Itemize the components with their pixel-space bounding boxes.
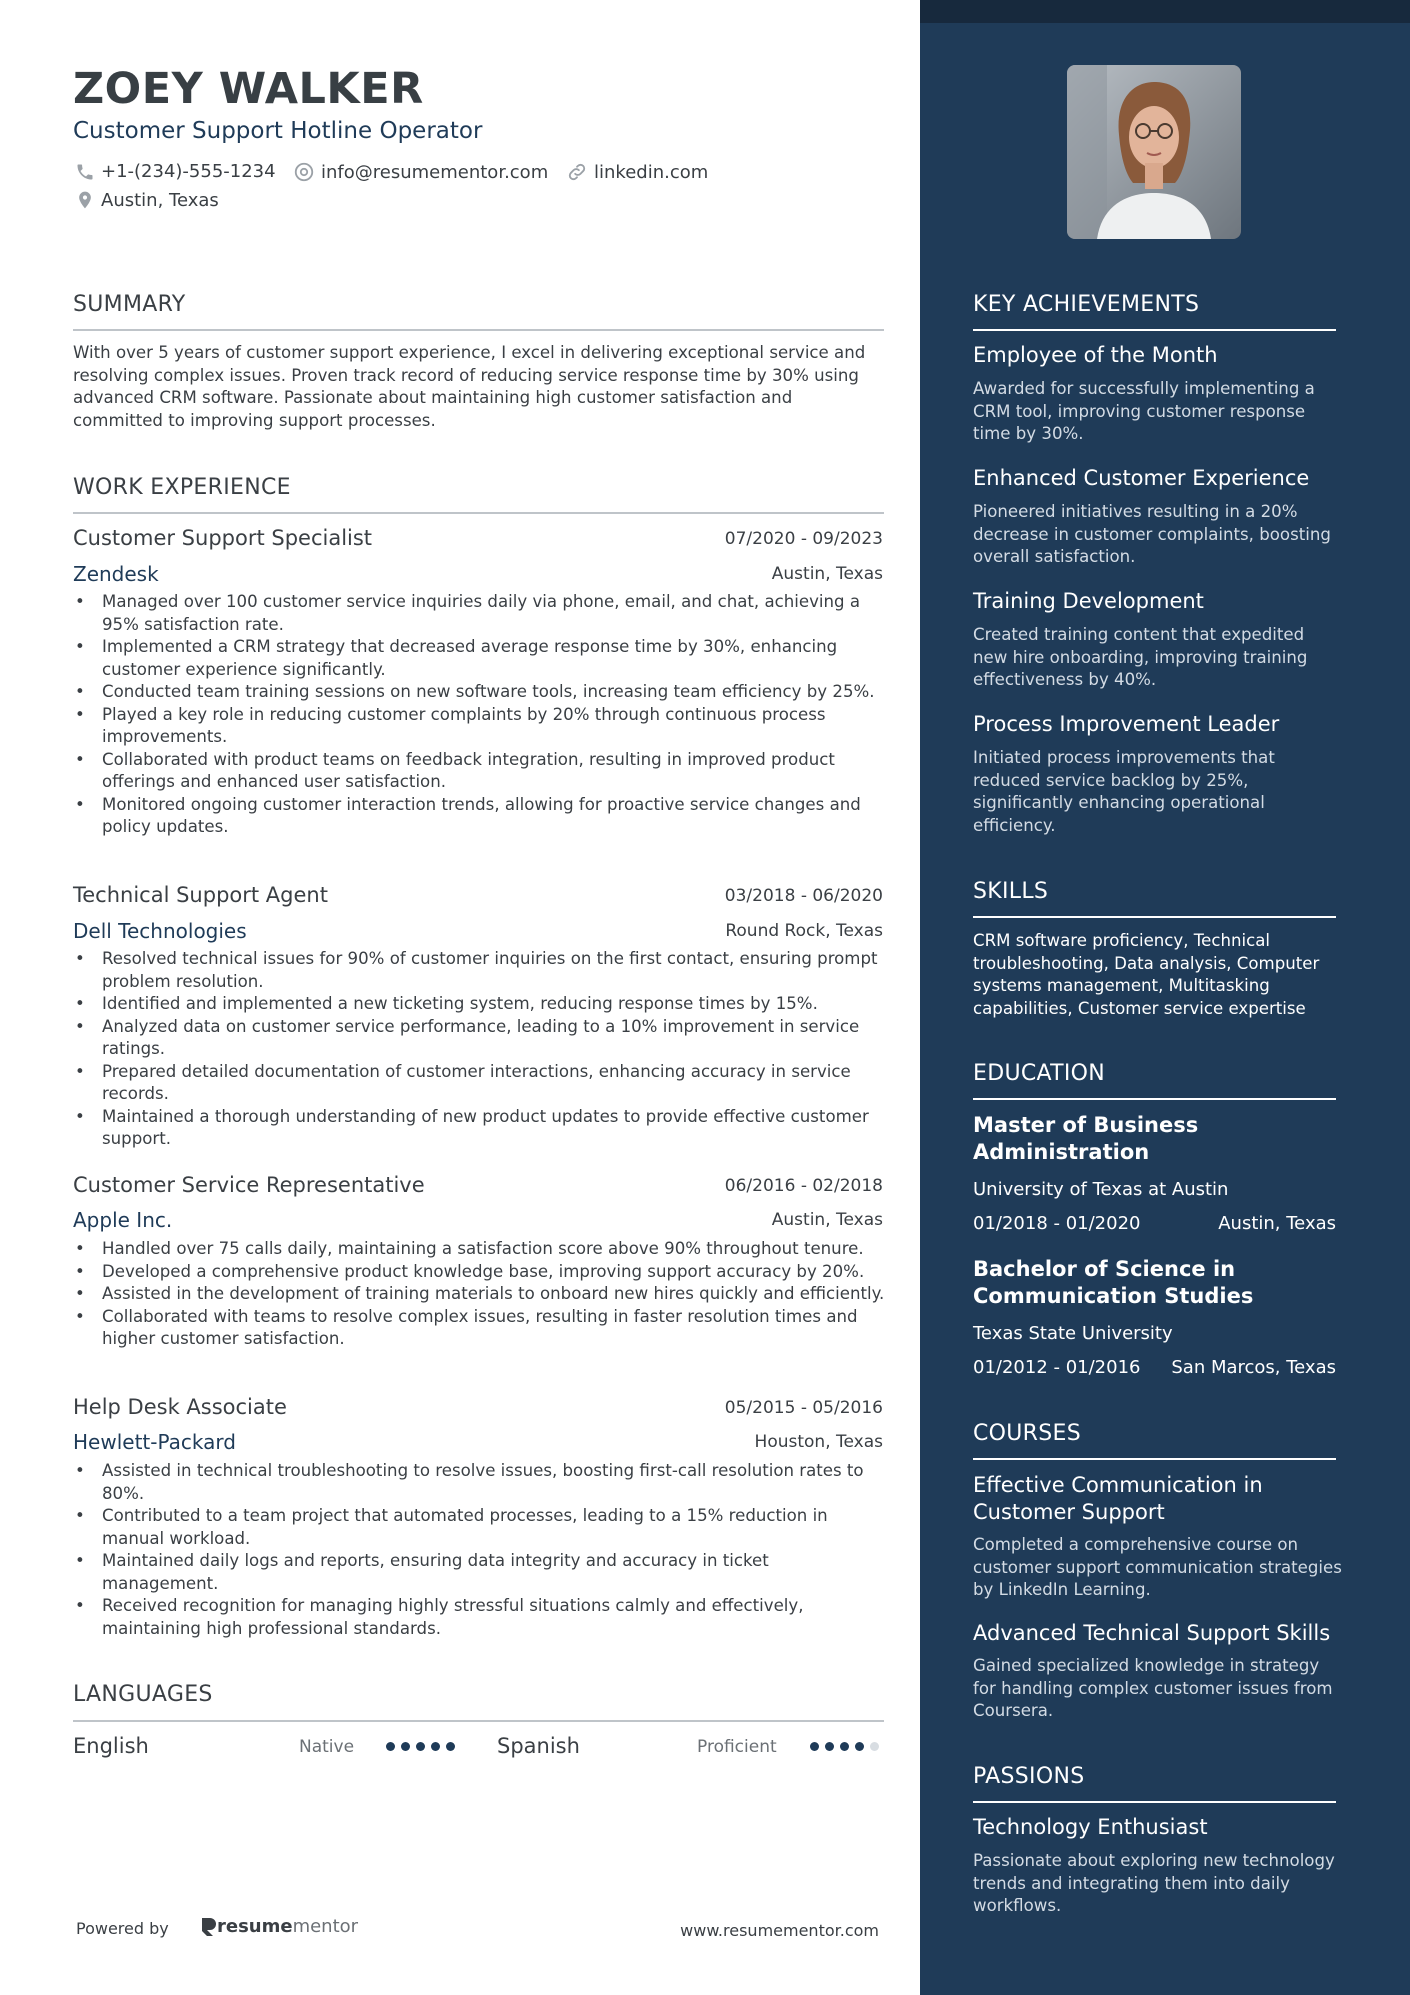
phone-icon — [75, 162, 95, 182]
achievement-title: Training Development — [973, 589, 1204, 613]
job-bullet: • Developed a comprehensive product knowledge base, improving support accuracy by 20%. — [73, 1261, 888, 1284]
courses-heading: COURSES — [973, 1421, 1081, 1446]
rating-dot-filled — [810, 1742, 819, 1751]
resumementor-logo[interactable] — [199, 1916, 358, 1937]
job-title: Technical Support Agent — [73, 883, 328, 907]
job-location: Austin, Texas — [771, 564, 883, 584]
achievements-divider — [973, 329, 1336, 331]
language-name: English — [73, 1734, 149, 1758]
job-bullet: • Analyzed data on customer service performance, leading to a 10% improvement in service ratings. — [73, 1016, 888, 1061]
job-dates: 03/2018 - 06/2020 — [724, 886, 883, 906]
education-degree: Master of Business Administration — [973, 1113, 1199, 1164]
logo-light-text: mentor — [292, 1916, 359, 1937]
language-level: Proficient — [697, 1737, 777, 1757]
rating-dot-filled — [446, 1742, 455, 1751]
achievement-text: Pioneered initiatives resulting in a 20% decrease in customer complaints, boosting overall satisfaction. — [973, 502, 1331, 566]
job-bullet: • Assisted in the development of training materials to onboard new hires quickly and efficiently. — [73, 1283, 888, 1306]
passion-text: Passionate about exploring new technology trends and integrating them into daily workflows. — [973, 1851, 1335, 1915]
job-dates: 07/2020 - 09/2023 — [724, 529, 883, 549]
job-bullet: • Assisted in technical troubleshooting to resolve issues, boosting first-call resolution rates to 80%. — [73, 1460, 888, 1505]
languages-heading: LANGUAGES — [73, 1682, 213, 1707]
job-location: Houston, Texas — [754, 1432, 883, 1452]
job-company: Hewlett-Packard — [73, 1430, 236, 1454]
job-bullet: • Contributed to a team project that automated processes, leading to a 15% reduction in manual workload. — [73, 1505, 888, 1550]
language-rating — [386, 1742, 455, 1751]
achievement-title: Employee of the Month — [973, 343, 1218, 367]
language-level: Native — [299, 1737, 355, 1757]
achievement-title: Process Improvement Leader — [973, 712, 1280, 736]
education-degree: Bachelor of Science in Communication Studies — [973, 1257, 1254, 1308]
contact-linkedin[interactable] — [566, 161, 708, 183]
experience-divider — [73, 512, 884, 514]
skills-text: CRM software proficiency, Technical troubleshooting, Data analysis, Computer systems management, Multitasking capabilities, Customer service expertise — [973, 931, 1320, 1018]
course-text: Completed a comprehensive course on customer support communication strategies by LinkedIn Learning. — [973, 1535, 1342, 1599]
rating-dot-filled — [855, 1742, 864, 1751]
education-heading: EDUCATION — [973, 1061, 1106, 1086]
achievement-text: Awarded for successfully implementing a CRM tool, improving customer response time by 30%. — [973, 379, 1315, 443]
rating-dot-filled — [386, 1742, 395, 1751]
job-location: Round Rock, Texas — [725, 921, 883, 941]
job-bullet: • Conducted team training sessions on new software tools, increasing team efficiency by 25%. — [73, 681, 888, 704]
resumementor-logo-icon — [199, 1917, 217, 1937]
job-dates: 05/2015 - 05/2016 — [724, 1398, 883, 1418]
course-title: Effective Communication in Customer Support — [973, 1473, 1263, 1524]
education-school: Texas State University — [973, 1323, 1173, 1344]
job-company: Apple Inc. — [73, 1208, 173, 1232]
at-icon — [293, 161, 315, 183]
job-bullets — [73, 591, 888, 839]
job-company: Zendesk — [73, 562, 159, 586]
languages-divider — [73, 1720, 884, 1722]
job-bullets — [73, 1460, 888, 1640]
rating-dot-filled — [431, 1742, 440, 1751]
rating-dot-filled — [401, 1742, 410, 1751]
job-location: Austin, Texas — [771, 1210, 883, 1230]
job-bullet: • Resolved technical issues for 90% of customer inquiries on the first contact, ensuring prompt problem resolution. — [73, 948, 888, 993]
location-pin-icon — [75, 189, 95, 211]
job-title: Customer Service Representative — [73, 1173, 425, 1197]
rating-dot-filled — [840, 1742, 849, 1751]
job-bullet: • Maintained a thorough understanding of new product updates to provide effective customer support. — [73, 1106, 888, 1151]
job-bullet: • Identified and implemented a new ticketing system, reducing response times by 15%. — [73, 993, 888, 1016]
job-bullet: • Implemented a CRM strategy that decreased average response time by 30%, enhancing customer experience significantly. — [73, 636, 888, 681]
job-bullet: • Received recognition for managing highly stressful situations calmly and effectively, maintaining high professional standards. — [73, 1595, 888, 1640]
rating-dot-filled — [416, 1742, 425, 1751]
job-bullet: • Prepared detailed documentation of customer interactions, enhancing accuracy in service records. — [73, 1061, 888, 1106]
job-bullet: • Collaborated with product teams on feedback integration, resulting in improved product offerings and enhanced user satisfaction. — [73, 749, 888, 794]
powered-by-label: Powered by — [76, 1919, 169, 1938]
linkedin-text: linkedin.com — [594, 161, 709, 183]
job-dates: 06/2016 - 02/2018 — [724, 1176, 883, 1196]
achievement-text: Initiated process improvements that reduced service backlog by 25%, significantly enhancing operational efficiency. — [973, 748, 1275, 835]
contact-location — [75, 189, 219, 211]
link-icon — [566, 161, 588, 183]
email-text: info@resumementor.com — [321, 161, 549, 183]
job-title: Customer Support Specialist — [73, 526, 373, 550]
course-text: Gained specialized knowledge in strategy for handling complex customer issues from Coursera. — [973, 1656, 1333, 1720]
job-bullets — [73, 948, 888, 1151]
courses-divider — [973, 1458, 1336, 1460]
education-divider — [973, 1098, 1336, 1100]
passions-divider — [973, 1801, 1336, 1803]
candidate-role: Customer Support Hotline Operator — [73, 118, 483, 144]
passions-heading: PASSIONS — [973, 1764, 1085, 1789]
summary-text: With over 5 years of customer support experience, I excel in delivering exceptional service and resolving complex issues. Proven track record of reducing service response time by 30% using advanced CRM software. Passionate about maintaining high customer satisfaction and committed to improving support processes. — [73, 343, 866, 430]
education-location: Austin, Texas — [1218, 1213, 1336, 1234]
job-bullet: • Managed over 100 customer service inquiries daily via phone, email, and chat, achieving a 95% satisfaction rate. — [73, 591, 888, 636]
profile-photo — [1067, 65, 1241, 239]
rating-dot-filled — [825, 1742, 834, 1751]
experience-heading: WORK EXPERIENCE — [73, 475, 291, 500]
achievement-title: Enhanced Customer Experience — [973, 466, 1310, 490]
job-bullet: • Played a key role in reducing customer complaints by 20% through continuous process improvements. — [73, 704, 888, 749]
achievement-text: Created training content that expedited new hire onboarding, improving training effectiveness by 40%. — [973, 625, 1308, 689]
job-bullet: • Maintained daily logs and reports, ensuring data integrity and accuracy in ticket management. — [73, 1550, 888, 1595]
skills-heading: SKILLS — [973, 879, 1049, 904]
phone-text: +1-(234)-555-1234 — [101, 161, 276, 182]
passion-title: Technology Enthusiast — [973, 1815, 1208, 1839]
job-bullet: • Collaborated with teams to resolve complex issues, resulting in faster resolution times and higher customer satisfaction. — [73, 1306, 888, 1351]
footer-url[interactable]: www.resumementor.com — [680, 1921, 879, 1940]
summary-heading: SUMMARY — [73, 292, 186, 317]
course-title: Advanced Technical Support Skills — [973, 1621, 1331, 1645]
summary-divider — [73, 329, 884, 331]
job-bullet: • Handled over 75 calls daily, maintaining a satisfaction score above 90% throughout tenure. — [73, 1238, 888, 1261]
contact-email[interactable] — [293, 161, 548, 183]
candidate-name: ZOEY WALKER — [73, 64, 424, 114]
education-dates: 01/2018 - 01/2020 — [973, 1213, 1141, 1234]
job-company: Dell Technologies — [73, 919, 247, 943]
location-text: Austin, Texas — [101, 189, 219, 211]
job-title: Help Desk Associate — [73, 1395, 287, 1419]
education-dates: 01/2012 - 01/2016 — [973, 1357, 1141, 1378]
language-name: Spanish — [497, 1734, 580, 1758]
logo-bold-text: resume — [217, 1916, 293, 1937]
job-bullet: • Monitored ongoing customer interaction trends, allowing for proactive service changes and policy updates. — [73, 794, 888, 839]
job-bullets — [73, 1238, 888, 1351]
education-school: University of Texas at Austin — [973, 1179, 1229, 1200]
education-location: San Marcos, Texas — [1171, 1357, 1336, 1378]
skills-divider — [973, 916, 1336, 918]
language-rating — [810, 1742, 879, 1751]
sidebar-top-bar — [920, 0, 1410, 23]
achievements-heading: KEY ACHIEVEMENTS — [973, 292, 1200, 317]
rating-dot-empty — [870, 1742, 879, 1751]
contact-phone[interactable] — [75, 161, 276, 182]
